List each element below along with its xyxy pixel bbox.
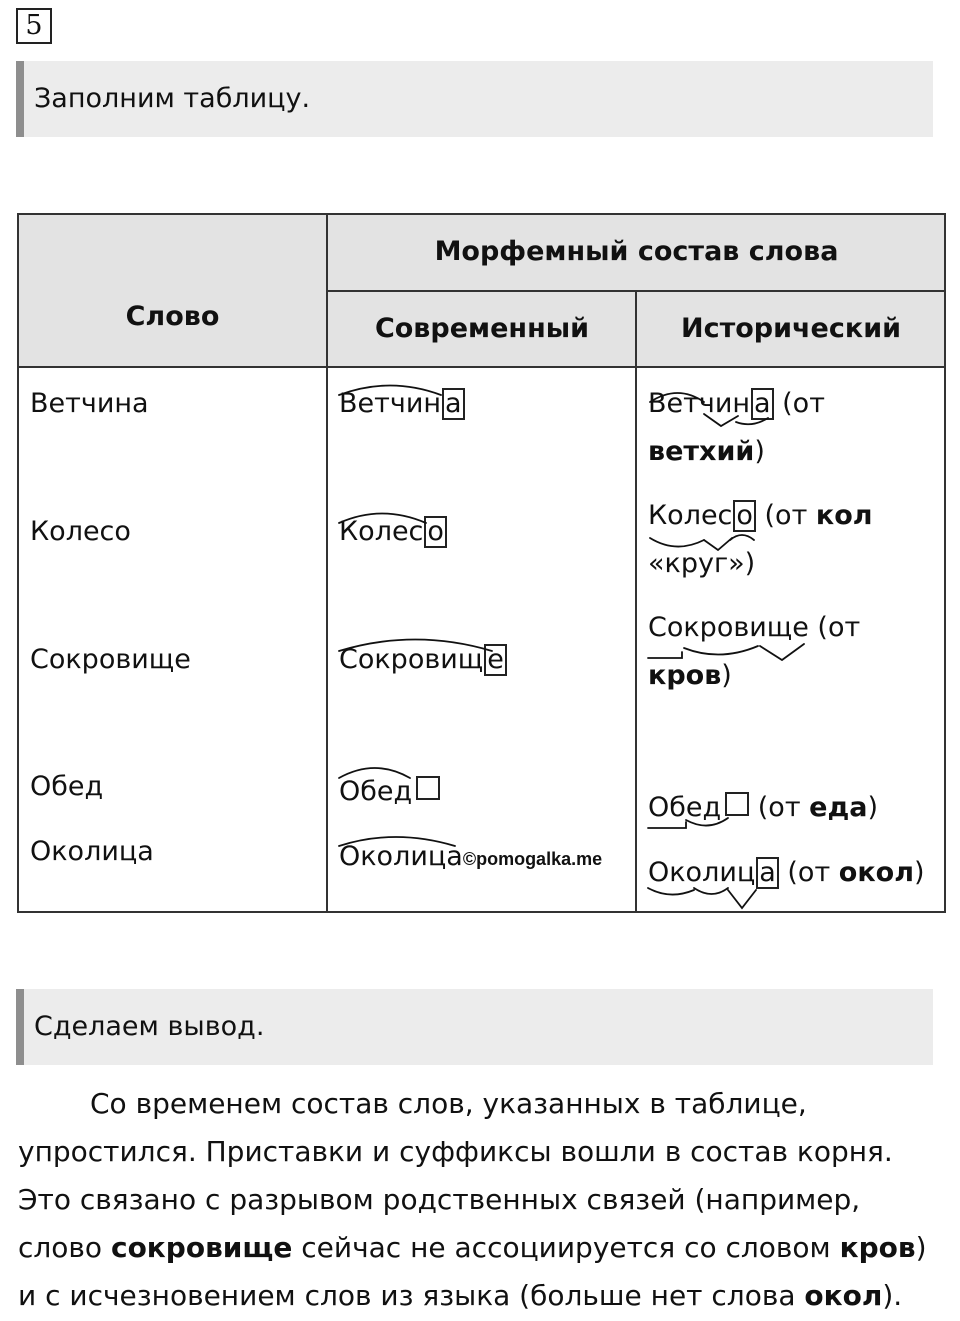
bold-term: кров (839, 1231, 916, 1264)
prefix-mark-icon (648, 822, 686, 828)
header-word: Слово (125, 301, 220, 332)
origin-word: кров (648, 660, 722, 691)
origin-close: ) (754, 436, 765, 467)
stem-text: Колес (648, 500, 733, 531)
word-cell-4: Обед (30, 771, 104, 802)
root-arc-icon (339, 386, 441, 396)
header-morpheme-group: Морфемный состав слова (434, 236, 839, 267)
root-text: Колес (339, 516, 424, 547)
suffix-mark-icon (704, 414, 738, 426)
conclusion-line-4 (18, 1224, 940, 1272)
root-arc-icon (650, 393, 704, 402)
conclusion-paragraph (18, 1080, 940, 1320)
text-fragment: слово (18, 1231, 111, 1264)
watermark-text: ©pomogalka.me (462, 849, 603, 869)
root-text: Ветчин (339, 388, 442, 419)
root-arc-icon (339, 837, 455, 846)
root-text: Сокровищ (339, 644, 484, 675)
prefix-mark-icon (648, 652, 682, 658)
conclusion-line-2: упростился. Приставки и суффиксы вошли в состав корня. (18, 1135, 893, 1168)
suffix-mark-icon (728, 890, 756, 908)
text-fragment: ) (915, 1231, 927, 1264)
stem-text: Ветчин (648, 388, 751, 419)
ending-box: а (756, 857, 779, 889)
word-cell-2: Колесо (30, 516, 131, 547)
word-cell-1: Ветчина (30, 388, 149, 419)
stem-text: Обед (648, 792, 722, 823)
bold-term: сокровище (110, 1231, 293, 1264)
ending-box: а (751, 388, 774, 420)
suffix-mark-icon (736, 418, 768, 424)
origin-open: (от (808, 612, 861, 643)
conclusion-line-3: Это связано с разрывом родственных связей (например, (18, 1183, 861, 1216)
root-text: Околица (339, 841, 463, 872)
word-cell-3: Сокровище (30, 644, 191, 675)
banner-fill-table: Заполним таблицу. (16, 61, 933, 137)
origin-word: ветхий (648, 436, 755, 467)
root-arc-icon (339, 640, 492, 652)
origin-note: «круг») (648, 548, 756, 579)
origin-close: ) (721, 660, 732, 691)
root-arc-icon (686, 818, 728, 826)
bold-term: окол (804, 1279, 883, 1312)
origin-open: (от (778, 857, 839, 888)
origin-word: кол (815, 500, 873, 531)
suffix-mark-icon (704, 538, 732, 550)
header-historical: Исторический (680, 313, 902, 344)
stem-text: Околиц (648, 857, 756, 888)
word-cell-5: Околица (30, 836, 154, 867)
origin-close: ) (913, 857, 925, 888)
text-fragment: и с исчезновением слов из языка (больше нет слова (18, 1279, 805, 1312)
ending-box: а (442, 388, 465, 420)
root-arc-icon (684, 646, 758, 655)
header-modern: Современный (374, 313, 590, 344)
ending-box: е (484, 644, 507, 676)
conclusion-line-5 (18, 1272, 940, 1320)
conclusion-line-1: Со временем состав слов, указанных в таблице, (90, 1087, 807, 1120)
prefix-mark-icon (648, 888, 694, 895)
root-arc-icon (694, 888, 728, 894)
root-arc-icon (339, 768, 410, 778)
text-fragment: сейчас не ассоциируется со словом (292, 1231, 840, 1264)
banner-conclusion: Сделаем вывод. (16, 989, 933, 1065)
origin-close: ) (867, 792, 879, 823)
task-number-box: 5 (16, 8, 52, 44)
root-arc-icon (650, 538, 704, 547)
suffix-mark-icon (730, 535, 754, 540)
origin-open: (от (755, 500, 816, 531)
text-fragment: ). (882, 1279, 903, 1312)
origin-open: (от (773, 388, 825, 419)
ending-box: о (733, 500, 756, 532)
suffix-mark-icon (760, 644, 804, 660)
origin-word: окол (838, 857, 914, 888)
root-text: Обед (339, 776, 413, 807)
root-arc-icon (339, 514, 426, 524)
origin-word: еда (809, 792, 868, 823)
stem-text: Сокровище (648, 612, 809, 643)
ending-box: о (424, 516, 447, 548)
origin-open: (от (749, 792, 810, 823)
